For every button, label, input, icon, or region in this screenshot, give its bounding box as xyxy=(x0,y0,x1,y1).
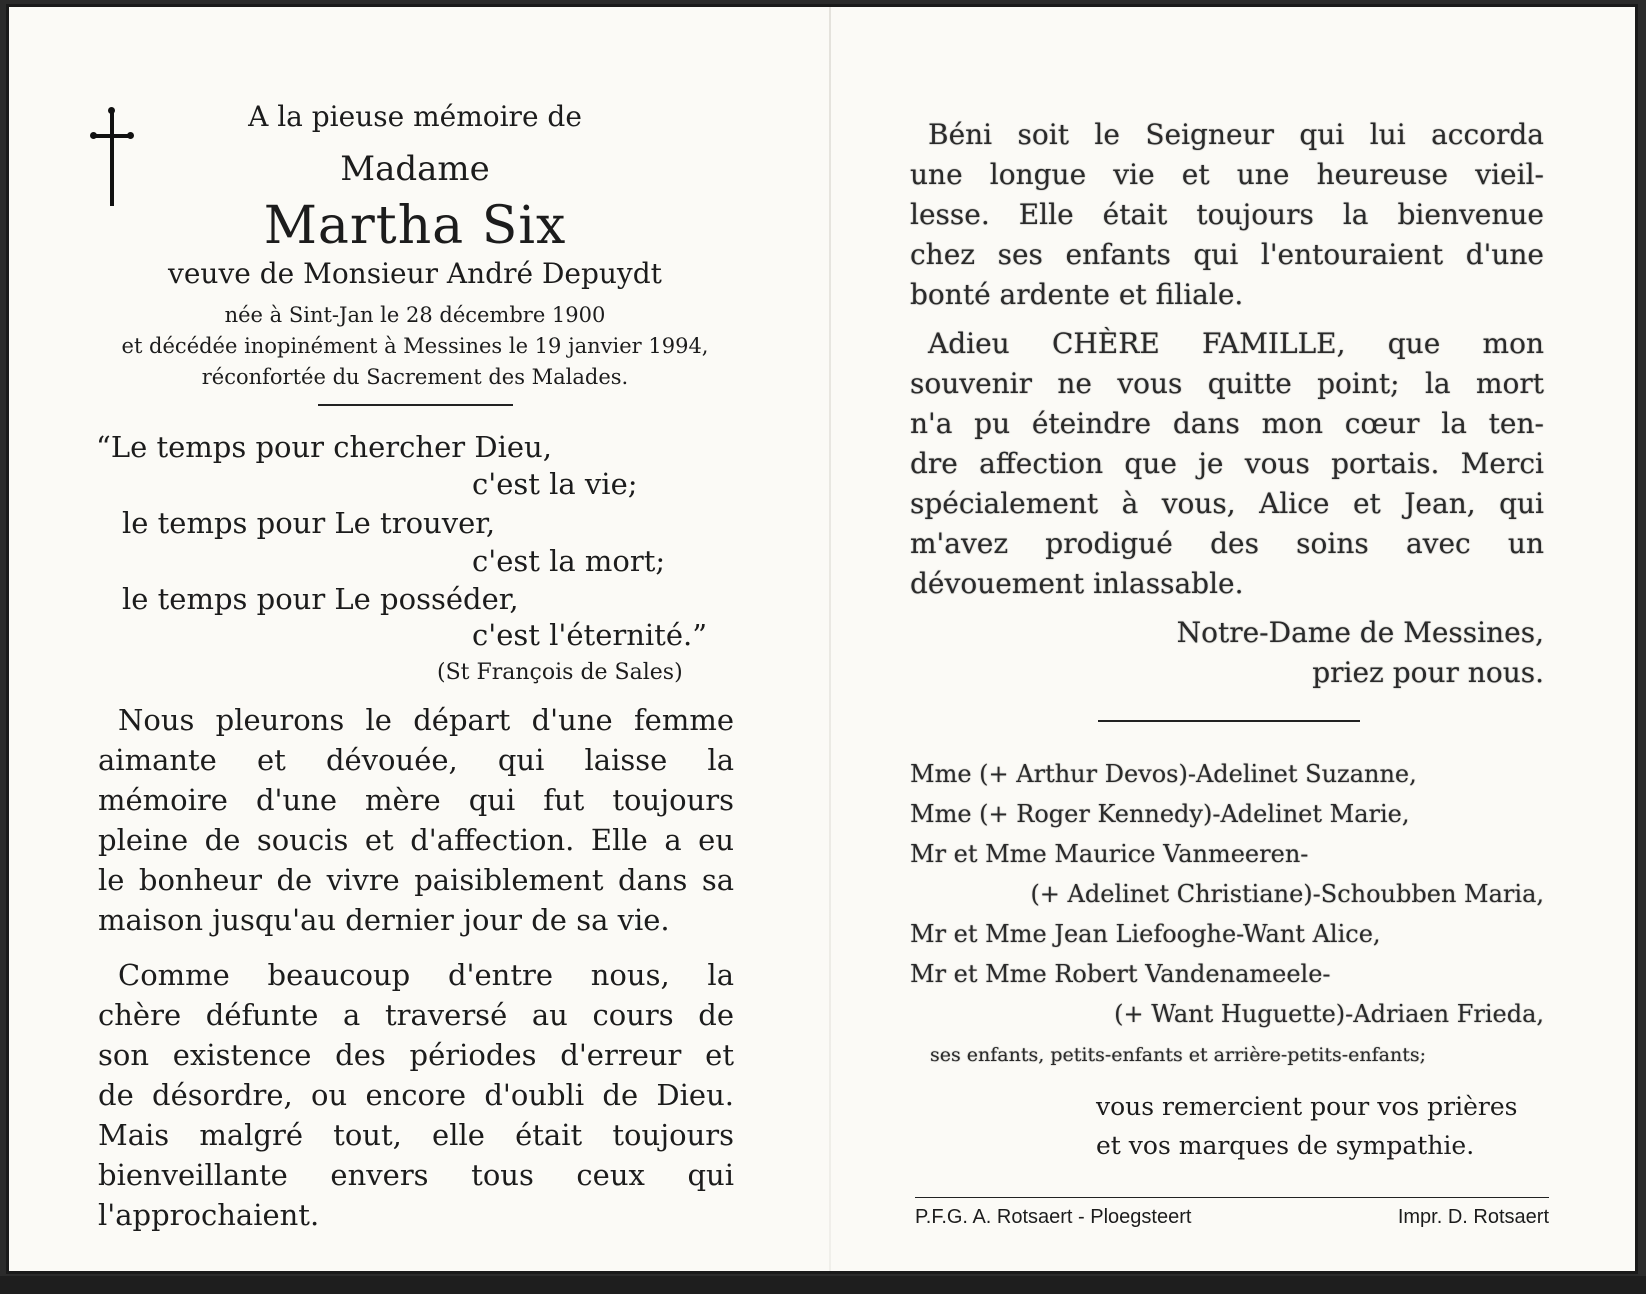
paragraph-line: aimante et dévouée, qui laisse la xyxy=(98,743,734,777)
death-line: et décédée inopinément à Messines le 19 janvier 1994, xyxy=(121,334,709,358)
paragraph-line: dévouement inlassable. xyxy=(910,567,1244,600)
thanks-line: et vos marques de sympathie. xyxy=(1096,1131,1475,1160)
printer-credit: Impr. D. Rotsaert xyxy=(1397,1206,1549,1228)
paragraph-line: Mais malgré tout, elle était toujours xyxy=(98,1118,734,1152)
paragraph-line: son existence des périodes d'erreur et xyxy=(98,1038,734,1072)
poem-line: c'est la mort; xyxy=(472,544,666,578)
poem-line: le temps pour Le trouver, xyxy=(122,506,496,540)
paragraph-line: maison jusqu'au dernier jour de sa vie. xyxy=(98,903,670,937)
divider xyxy=(318,404,513,406)
paragraph-line: chez ses enfants qui l'entouraient d'une xyxy=(910,238,1544,271)
family-line: Mme (+ Arthur Devos)-Adelinet Suzanne, xyxy=(910,760,1417,788)
paragraph-line: bienveillante envers tous ceux qui xyxy=(98,1158,734,1192)
divider xyxy=(1098,720,1360,722)
paragraph-line: l'approchaient. xyxy=(98,1198,320,1232)
descendants-line: ses enfants, petits-enfants et arrière-petits-enfants; xyxy=(930,1044,1427,1066)
prayer-line: priez pour nous. xyxy=(1312,656,1544,689)
paragraph-line: lesse. Elle était toujours la bienvenue xyxy=(910,198,1544,231)
card-fold xyxy=(829,7,831,1271)
family-line: Mr et Mme Jean Liefooghe-Want Alice, xyxy=(910,920,1381,948)
poem-line: “Le temps pour chercher Dieu, xyxy=(96,430,552,464)
paragraph-line: le bonheur de vivre paisiblement dans sa xyxy=(98,863,734,897)
poem-line: le temps pour Le posséder, xyxy=(122,582,519,616)
paragraph-line: Nous pleurons le départ d'une femme xyxy=(118,703,734,737)
widow-of: veuve de Monsieur André Depuydt xyxy=(168,257,662,290)
poem-line: c'est l'éternité.” xyxy=(472,618,708,652)
footer-rule xyxy=(915,1197,1549,1198)
paragraph-line: pleine de soucis et d'affection. Elle a eu xyxy=(98,823,734,857)
paragraph-line: de désordre, ou encore d'oubli de Dieu. xyxy=(98,1078,734,1112)
paragraph-line: Béni soit le Seigneur qui lui accorda xyxy=(928,118,1544,151)
sacrament-line: réconfortée du Sacrement des Malades. xyxy=(201,365,629,389)
deceased-name: Martha Six xyxy=(263,196,567,256)
background-strip xyxy=(0,1276,1646,1294)
funeral-home-credit: P.F.G. A. Rotsaert - Ploegsteert xyxy=(915,1206,1192,1228)
poem-attribution: (St François de Sales) xyxy=(437,660,683,685)
honorific: Madame xyxy=(340,149,490,189)
birth-line: née à Sint-Jan le 28 décembre 1900 xyxy=(224,303,606,327)
paragraph-line: chère défunte a traversé au cours de xyxy=(98,998,734,1032)
family-line: (+ Want Huguette)-Adriaen Frieda, xyxy=(1114,1000,1544,1028)
paragraph-line: spécialement à vous, Alice et Jean, qui xyxy=(910,487,1544,520)
paragraph-line: une longue vie et une heureuse vieil- xyxy=(910,158,1544,191)
paragraph-line: m'avez prodigué des soins avec un xyxy=(910,527,1544,560)
paragraph-line: n'a pu éteindre dans mon cœur la ten- xyxy=(910,407,1544,440)
prayer-line: Notre-Dame de Messines, xyxy=(1176,616,1544,649)
paragraph-line: mémoire d'une mère qui fut toujours xyxy=(98,783,734,817)
poem-line: c'est la vie; xyxy=(472,467,638,501)
memorial-heading: A la pieuse mémoire de xyxy=(248,100,582,133)
paragraph-line: Comme beaucoup d'entre nous, la xyxy=(118,958,734,992)
paragraph-line: souvenir ne vous quitte point; la mort xyxy=(910,367,1544,400)
thanks-line: vous remercient pour vos prières xyxy=(1096,1092,1518,1121)
paragraph-line: dre affection que je vous portais. Merci xyxy=(910,447,1544,480)
family-line: Mr et Mme Robert Vandenameele- xyxy=(910,960,1331,988)
paragraph-line: Adieu CHÈRE FAMILLE, que mon xyxy=(928,327,1544,360)
family-line: (+ Adelinet Christiane)-Schoubben Maria, xyxy=(1030,880,1544,908)
paragraph-line: bonté ardente et filiale. xyxy=(910,278,1244,311)
family-line: Mr et Mme Maurice Vanmeeren- xyxy=(910,840,1309,868)
family-line: Mme (+ Roger Kennedy)-Adelinet Marie, xyxy=(910,800,1410,828)
